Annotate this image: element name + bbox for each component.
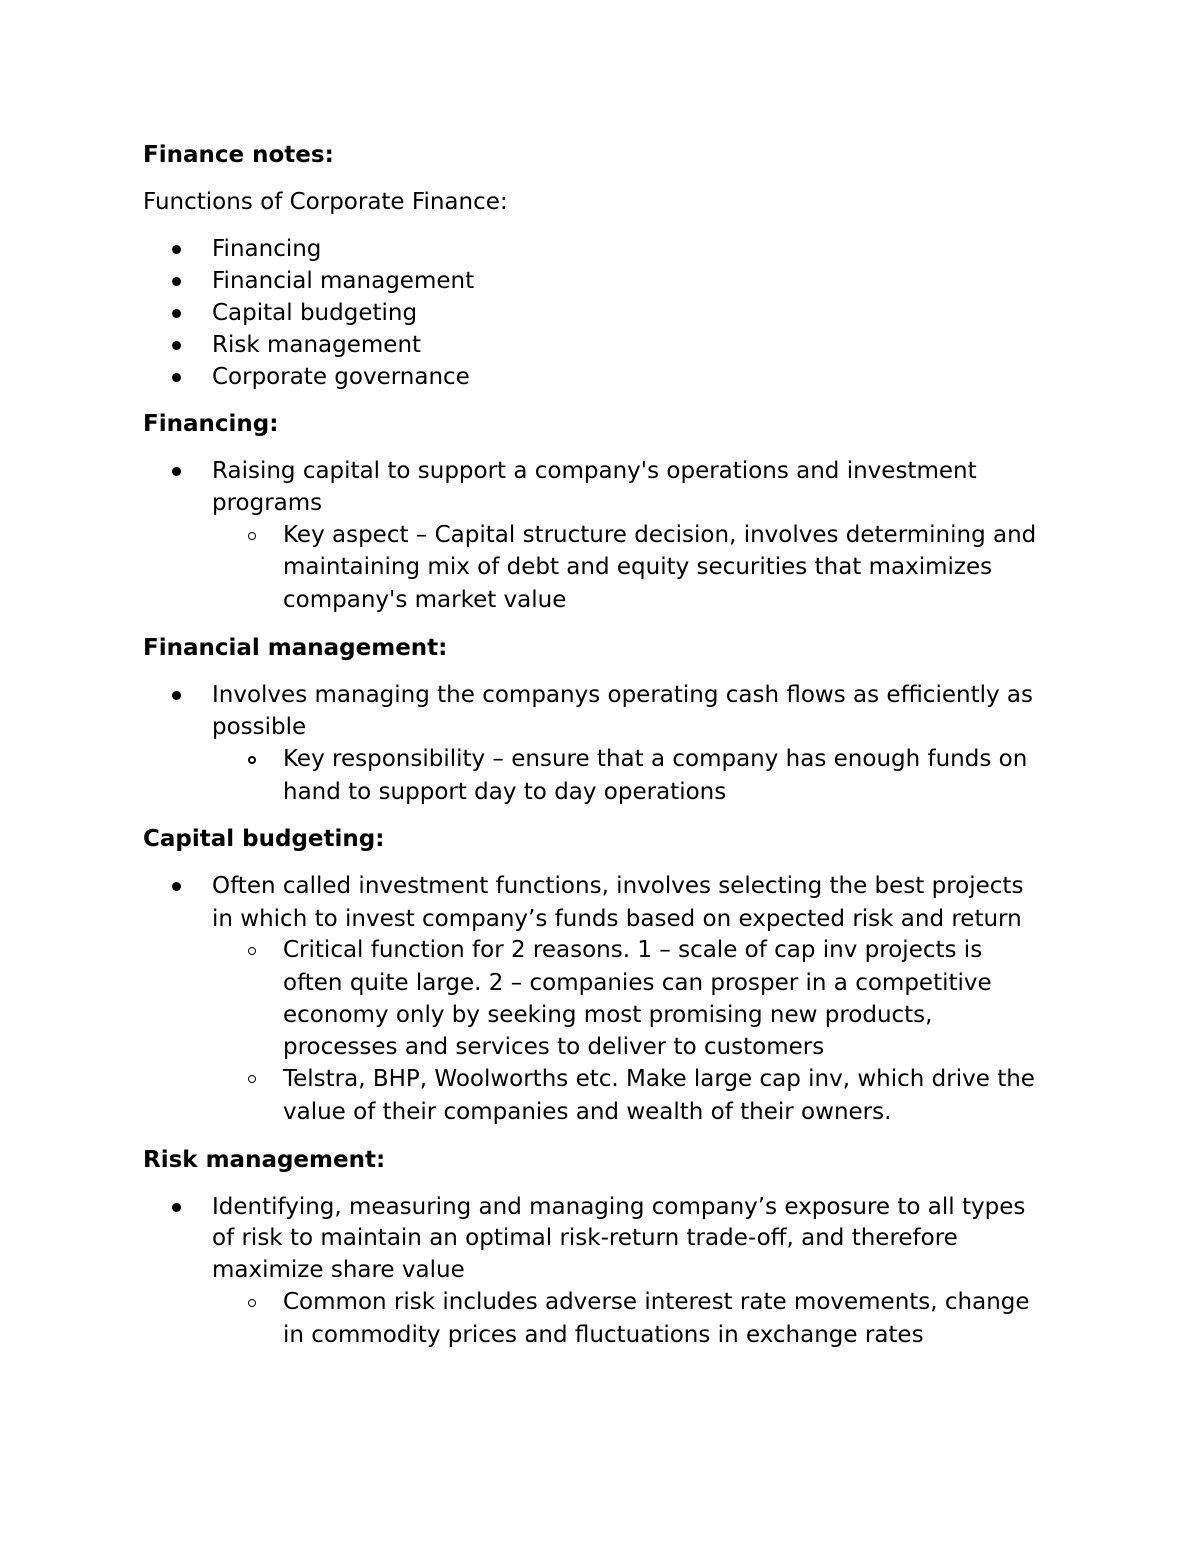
risk-management-heading: Risk management: [143,1147,386,1173]
bullet-icon [172,373,181,382]
list-item-line: Identifying, measuring and managing company’s exposure to all types [212,1194,1026,1220]
bullet-icon [172,341,181,350]
sub-item-line: Key responsibility – ensure that a company has enough funds on [283,746,1028,772]
list-item-line: in which to invest company’s funds based on expected risk and return [212,906,1022,932]
sub-item-line: Common risk includes adverse interest rate movements, change [283,1289,1030,1315]
list-item-line: Raising capital to support a company's operations and investment [212,458,977,484]
list-item-line: programs [212,490,323,516]
list-item-line: maximize share value [212,1257,465,1283]
sub-item-line: hand to support day to day operations [283,779,727,805]
financing-heading: Financing: [143,411,279,437]
sub-item-line: processes and services to deliver to customers [283,1034,825,1060]
list-item: Financing [212,236,322,262]
hollow-bullet-icon [248,532,256,540]
document-title: Finance notes: [143,142,334,168]
hollow-bullet-icon [248,1299,256,1307]
list-item: Risk management [212,332,422,358]
sub-item-line: economy only by seeking most promising new products, [283,1002,933,1028]
bullet-icon [172,309,181,318]
list-item-line: possible [212,714,307,740]
sub-item-line: company's market value [283,587,567,613]
list-item: Financial management [212,268,475,294]
functions-heading: Functions of Corporate Finance: [143,189,508,215]
hollow-bullet-icon [248,947,256,955]
sub-item-line: value of their companies and wealth of their owners. [283,1099,892,1125]
financial-management-heading: Financial management: [143,635,448,661]
sub-item-line: Telstra, BHP, Woolworths etc. Make large cap inv, which drive the [283,1066,1035,1092]
bullet-icon [172,882,181,891]
bullet-icon [172,245,181,254]
list-item-line: Involves managing the companys operating cash flows as efficiently as [212,682,1033,708]
list-item-line: Often called investment functions, involves selecting the best projects [212,873,1024,899]
bullet-icon [172,467,181,476]
sub-item-line: Critical function for 2 reasons. 1 – scale of cap inv projects is [283,937,983,963]
sub-item-line: in commodity prices and fluctuations in exchange rates [283,1322,924,1348]
list-item: Capital budgeting [212,300,418,326]
bullet-icon [172,691,181,700]
sub-item-line: maintaining mix of debt and equity securities that maximizes [283,554,993,580]
bullet-icon [172,1203,181,1212]
hollow-bullet-icon [248,756,256,764]
list-item: Corporate governance [212,364,470,390]
bullet-icon [172,277,181,286]
hollow-bullet-icon [248,1075,256,1083]
sub-item-line: Key aspect – Capital structure decision, involves determining and [283,522,1037,548]
sub-item-line: often quite large. 2 – companies can prosper in a competitive [283,970,992,996]
list-item-line: of risk to maintain an optimal risk-return trade-off, and therefore [212,1225,958,1251]
capital-budgeting-heading: Capital budgeting: [143,826,385,852]
